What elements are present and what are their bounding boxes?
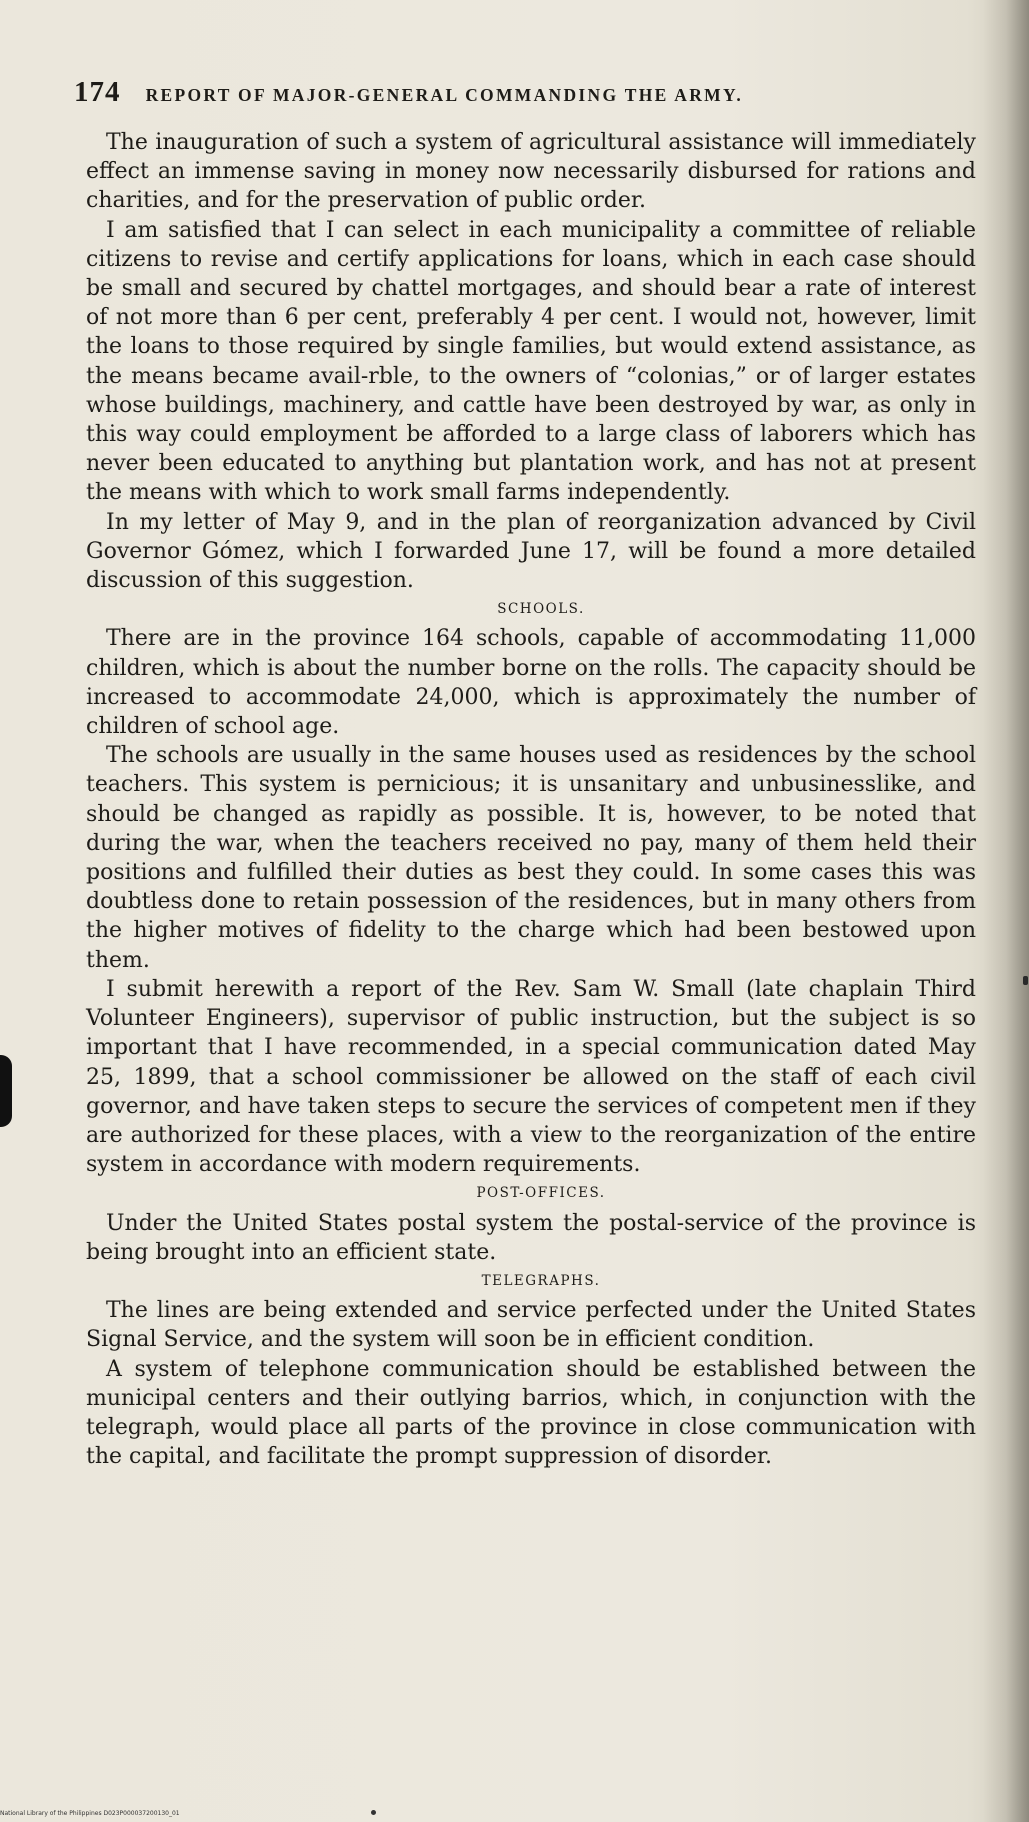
running-head: REPORT OF MAJOR-GENERAL COMMANDING THE ARMY. [145, 85, 744, 105]
section-heading-post-offices: POST-OFFICES. [476, 1185, 606, 1202]
paragraph-telegraph-lines: The lines are being extended and service perfected under the United States Signal Service, and the system will soon be in efficient condition. [86, 1298, 976, 1353]
scan-binding-mark [0, 1055, 12, 1127]
paragraph-schools-count: There are in the province 164 schools, capable of accommodating 11,000 children, which is about the number borne on the rolls. The capacity should be increased to accommodate 24,000, which is approximately the number of children of school age. [86, 626, 976, 740]
paragraph-school-commissioner: I submit herewith a report of the Rev. Sam W. Small (late chaplain Third Volunteer Engineers), supervisor of public instruction, but the subject is so important that I have recommended, in a special communication dated May 25, 1899, that a school commissioner be allowed on the staff of each civil governor, and have taken steps to secure the services of competent men if they are authorized for these places, with a view to the reorganization of the entire system in accordance with modern requirements. [86, 976, 976, 1178]
document-body [86, 128, 976, 1471]
paragraph-loan-committee: I am satisfied that I can select in each municipality a committee of reliable citizens to revise and certify applications for loans, which in each case should be small and secured by chattel mortgages, and should bear a rate of interest of not more than 6 per cent, preferably 4 per cent. I would not, however, limit the loans to those required by single families, but would extend assistance, as the means became avail-rble, to the owners of “colonias,” or of larger estates whose buildings, machinery, and cattle have been destroyed by war, as only in this way could employment be afforded to a large class of laborers which has never been educated to anything but plantation work, and has not at present the means with which to work small farms independently. [86, 217, 976, 506]
paragraph-schools-residences: The schools are usually in the same houses used as residences by the school teachers. This system is pernicious; it is unsanitary and unbusinesslike, and should be changed as rapidly as possible. It is, however, to be noted that during the war, when the teachers received no pay, many of them held their positions and fulfilled their duties as best they could. In some cases this was doubtless done to retain possession of the residences, but in many others from the higher motives of fidelity to the charge which had been bestowed upon them. [86, 743, 976, 973]
page-number: 174 [74, 76, 121, 108]
paragraph-agricultural-assistance: The inauguration of such a system of agricultural assistance will immediately effect an immense saving in money now necessarily disbursed for rations and charities, and for the preservation of public order. [86, 130, 976, 214]
scan-speck [1023, 976, 1028, 985]
section-heading-telegraphs: TELEGRAPHS. [481, 1272, 601, 1289]
paragraph-telephone-system: A system of telephone communication should be established between the municipal centers and their outlying barrios, which, in conjunction with the telegraph, would place all parts of the province in close communication with the capital, and facilitate the prompt suppression of disorder. [86, 1356, 976, 1470]
section-heading-schools: SCHOOLS. [497, 601, 585, 618]
page-header [74, 76, 974, 116]
paragraph-letter-reference: In my letter of May 9, and in the plan of reorganization advanced by Civil Governor Gómez, which I forwarded June 17, will be found a more detailed discussion of this suggestion. [86, 509, 976, 594]
page-edge-shadow [983, 0, 1029, 1822]
scan-speck-bottom [371, 1810, 376, 1815]
scan-credit: National Library of the Philippines D023P000037200130_01 [0, 1810, 180, 1817]
paragraph-postal-system: Under the United States postal system the postal-service of the province is being brought into an efficient state. [86, 1210, 976, 1265]
